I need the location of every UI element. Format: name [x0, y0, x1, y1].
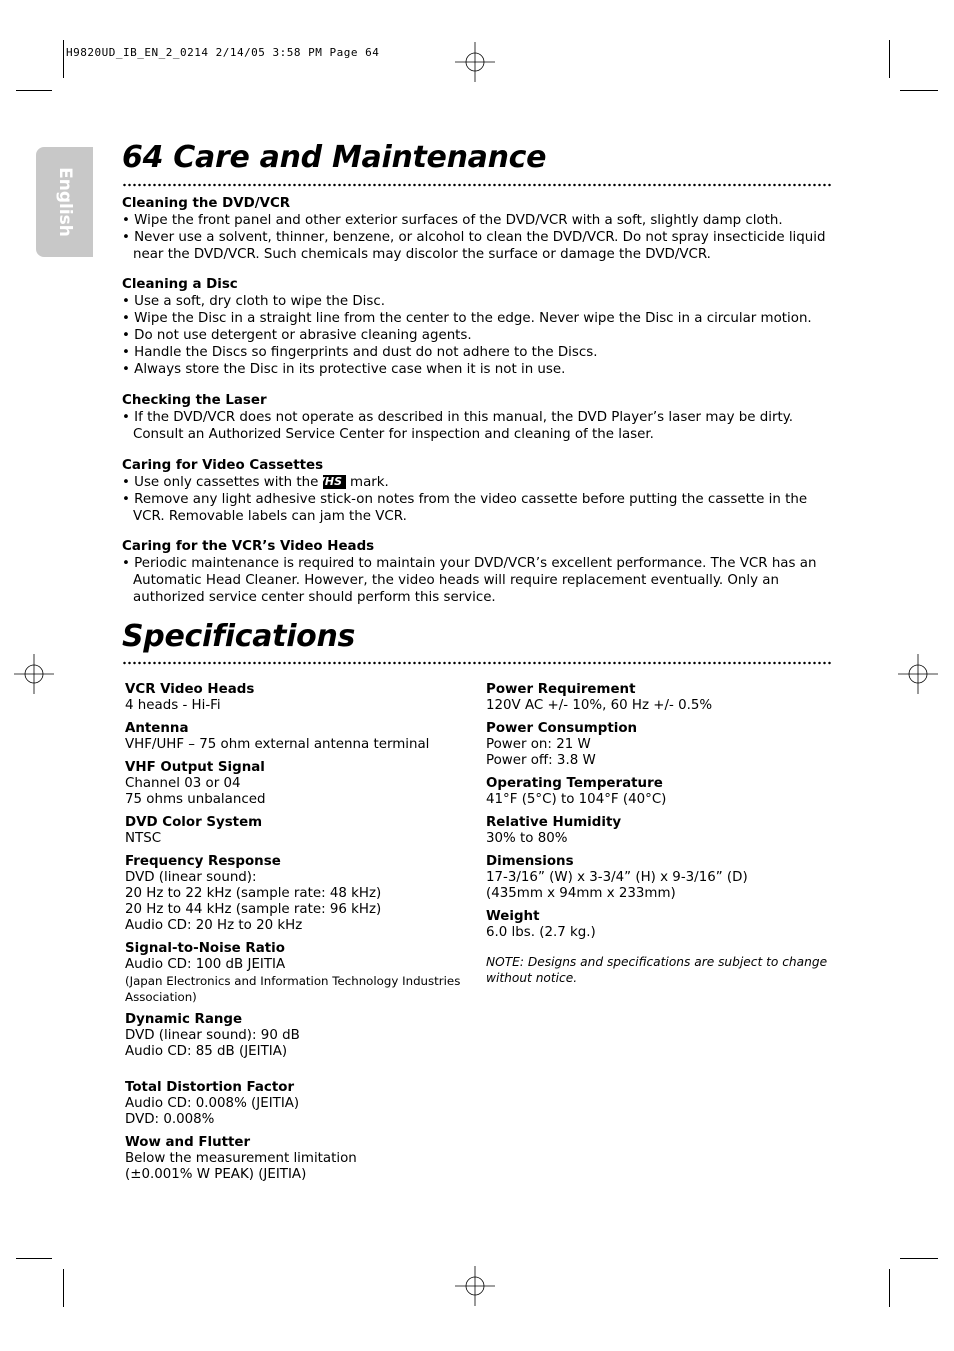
bullet-item: • Always store the Disc in its protective case when it is not in use.	[122, 362, 566, 377]
spec-value: 75 ohms unbalanced	[125, 792, 266, 807]
spec-item	[125, 941, 470, 1005]
language-tab	[36, 147, 93, 257]
crop-mark	[16, 1258, 52, 1259]
registration-mark-icon	[898, 654, 938, 694]
section-checking-laser	[122, 392, 832, 443]
spec-item	[125, 1012, 470, 1060]
spec-item	[486, 854, 836, 902]
crop-mark	[63, 40, 64, 78]
bullet-item: • Do not use detergent or abrasive cleaning agents.	[122, 328, 472, 343]
spec-value: Audio CD: 0.008% (JEITIA)	[125, 1096, 300, 1111]
spec-value: Channel 03 or 04	[125, 776, 241, 791]
spec-item	[125, 854, 470, 934]
spec-item	[486, 721, 836, 769]
crop-mark	[16, 90, 52, 91]
crop-mark	[63, 1269, 64, 1307]
spec-label: VHF Output Signal	[125, 760, 265, 775]
print-header: H9820UD_IB_EN_2_0214 2/14/05 3:58 PM Page 64	[66, 46, 380, 59]
spec-label: Dimensions	[486, 854, 574, 869]
bullet-item: • Never use a solvent, thinner, benzene, or alcohol to clean the DVD/VCR. Do not spray insecticide liquid near the DVD/VCR. Such chemicals may discolor the surface or damage the DVD/VCR.	[122, 230, 826, 262]
spec-value: DVD: 0.008%	[125, 1112, 215, 1127]
spec-value: 120V AC +/- 10%, 60 Hz +/- 0.5%	[486, 698, 713, 713]
spec-value: (435mm x 94mm x 233mm)	[486, 886, 676, 901]
spec-label: Dynamic Range	[125, 1012, 243, 1027]
spec-label: Signal-to-Noise Ratio	[125, 941, 285, 956]
vhs-logo-icon: VHS	[323, 475, 346, 489]
registration-mark-icon	[455, 42, 495, 82]
registration-mark-icon	[455, 1266, 495, 1306]
spec-label: VCR Video Heads	[125, 682, 255, 697]
spec-item	[125, 721, 470, 753]
bullet-item: • Periodic maintenance is required to maintain your DVD/VCR’s excellent performance. The VCR has an Automatic Head Cleaner. However, the video heads will require replacement eventually. Only an authorized service center should perform this service.	[122, 556, 817, 605]
spec-value: DVD (linear sound): 90 dB	[125, 1028, 300, 1043]
bullet-item: • If the DVD/VCR does not operate as described in this manual, the DVD Player’s laser may be dirty. Consult an Authorized Service Center for inspection and cleaning of the laser.	[122, 410, 793, 442]
spec-value: Audio CD: 85 dB (JEITIA)	[125, 1044, 288, 1059]
specifications-title: Specifications	[122, 619, 356, 654]
spec-item	[125, 682, 470, 714]
spec-value: Power off: 3.8 W	[486, 753, 596, 768]
spec-value: DVD (linear sound):	[125, 870, 257, 885]
bullet-item: • Wipe the front panel and other exterior surfaces of the DVD/VCR with a soft, slightly damp cloth.	[122, 213, 783, 228]
crop-mark	[900, 90, 938, 91]
spec-value: 17-3/16” (W) x 3-3/4” (H) x 9-3/16” (D)	[486, 870, 748, 885]
spec-value: 4 heads - Hi-Fi	[125, 698, 221, 713]
section-video-heads	[122, 538, 832, 606]
spec-value: (±0.001% W PEAK) (JEITIA)	[125, 1167, 307, 1182]
section-cleaning-disc	[122, 276, 832, 378]
crop-mark	[889, 40, 890, 78]
spec-value: Audio CD: 100 dB JEITIA	[125, 957, 286, 972]
spec-value: 30% to 80%	[486, 831, 568, 846]
section-cleaning-dvd-vcr	[122, 195, 832, 263]
section-video-cassettes	[122, 457, 832, 525]
bullet-text: • Use only cassettes with the	[122, 475, 319, 490]
spec-label: Operating Temperature	[486, 776, 663, 791]
spec-item	[125, 1135, 470, 1183]
bullet-item: • Remove any light adhesive stick-on notes from the video cassette before putting the cassette in the VCR. Removable labels can jam the VCR.	[122, 492, 808, 524]
section-heading: Checking the Laser	[122, 393, 267, 408]
spec-item	[125, 760, 470, 808]
spec-label: Antenna	[125, 721, 189, 736]
specifications-note: NOTE: Designs and specifications are subject to change without notice.	[486, 955, 828, 985]
dotted-divider	[122, 661, 832, 665]
spec-item	[486, 776, 836, 808]
spec-value: NTSC	[125, 831, 162, 846]
page-title: 64 Care and Maintenance	[122, 140, 547, 175]
spec-label: Total Distortion Factor	[125, 1080, 295, 1095]
spec-value: VHF/UHF – 75 ohm external antenna terminal	[125, 737, 430, 752]
spec-footnote: (Japan Electronics and Information Technology Industries Association)	[125, 974, 461, 1004]
spec-label: Wow and Flutter	[125, 1135, 251, 1150]
bullet-item: • Handle the Discs so fingerprints and dust do not adhere to the Discs.	[122, 345, 598, 360]
language-tab-label: English	[54, 167, 75, 237]
spec-value: Power on: 21 W	[486, 737, 591, 752]
spec-label: DVD Color System	[125, 815, 263, 830]
specs-right-column	[486, 682, 836, 986]
crop-mark	[900, 1258, 938, 1259]
spec-item	[125, 1080, 470, 1128]
dotted-divider	[122, 183, 832, 187]
section-heading: Cleaning the DVD/VCR	[122, 196, 291, 211]
bullet-text: mark.	[350, 475, 389, 490]
crop-mark	[889, 1269, 890, 1307]
bullet-item	[122, 474, 832, 491]
spec-value: 20 Hz to 44 kHz (sample rate: 96 kHz)	[125, 902, 382, 917]
spec-item	[486, 909, 836, 941]
section-heading: Caring for the VCR’s Video Heads	[122, 539, 375, 554]
spec-label: Power Consumption	[486, 721, 638, 736]
spec-item	[125, 815, 470, 847]
spec-label: Relative Humidity	[486, 815, 622, 830]
spec-value: 20 Hz to 22 kHz (sample rate: 48 kHz)	[125, 886, 382, 901]
spec-item	[486, 815, 836, 847]
spec-value: 6.0 lbs. (2.7 kg.)	[486, 925, 596, 940]
spec-value: Audio CD: 20 Hz to 20 kHz	[125, 918, 303, 933]
section-heading: Caring for Video Cassettes	[122, 458, 324, 473]
spec-value: Below the measurement limitation	[125, 1151, 357, 1166]
spec-label: Frequency Response	[125, 854, 281, 869]
specs-left-column	[125, 682, 470, 1190]
bullet-item: • Wipe the Disc in a straight line from the center to the edge. Never wipe the Disc in a circular motion.	[122, 311, 812, 326]
spec-label: Weight	[486, 909, 540, 924]
spec-value: 41°F (5°C) to 104°F (40°C)	[486, 792, 667, 807]
section-heading: Cleaning a Disc	[122, 277, 238, 292]
bullet-item: • Use a soft, dry cloth to wipe the Disc.	[122, 294, 385, 309]
spec-label: Power Requirement	[486, 682, 636, 697]
registration-mark-icon	[14, 654, 54, 694]
spec-item	[486, 682, 836, 714]
